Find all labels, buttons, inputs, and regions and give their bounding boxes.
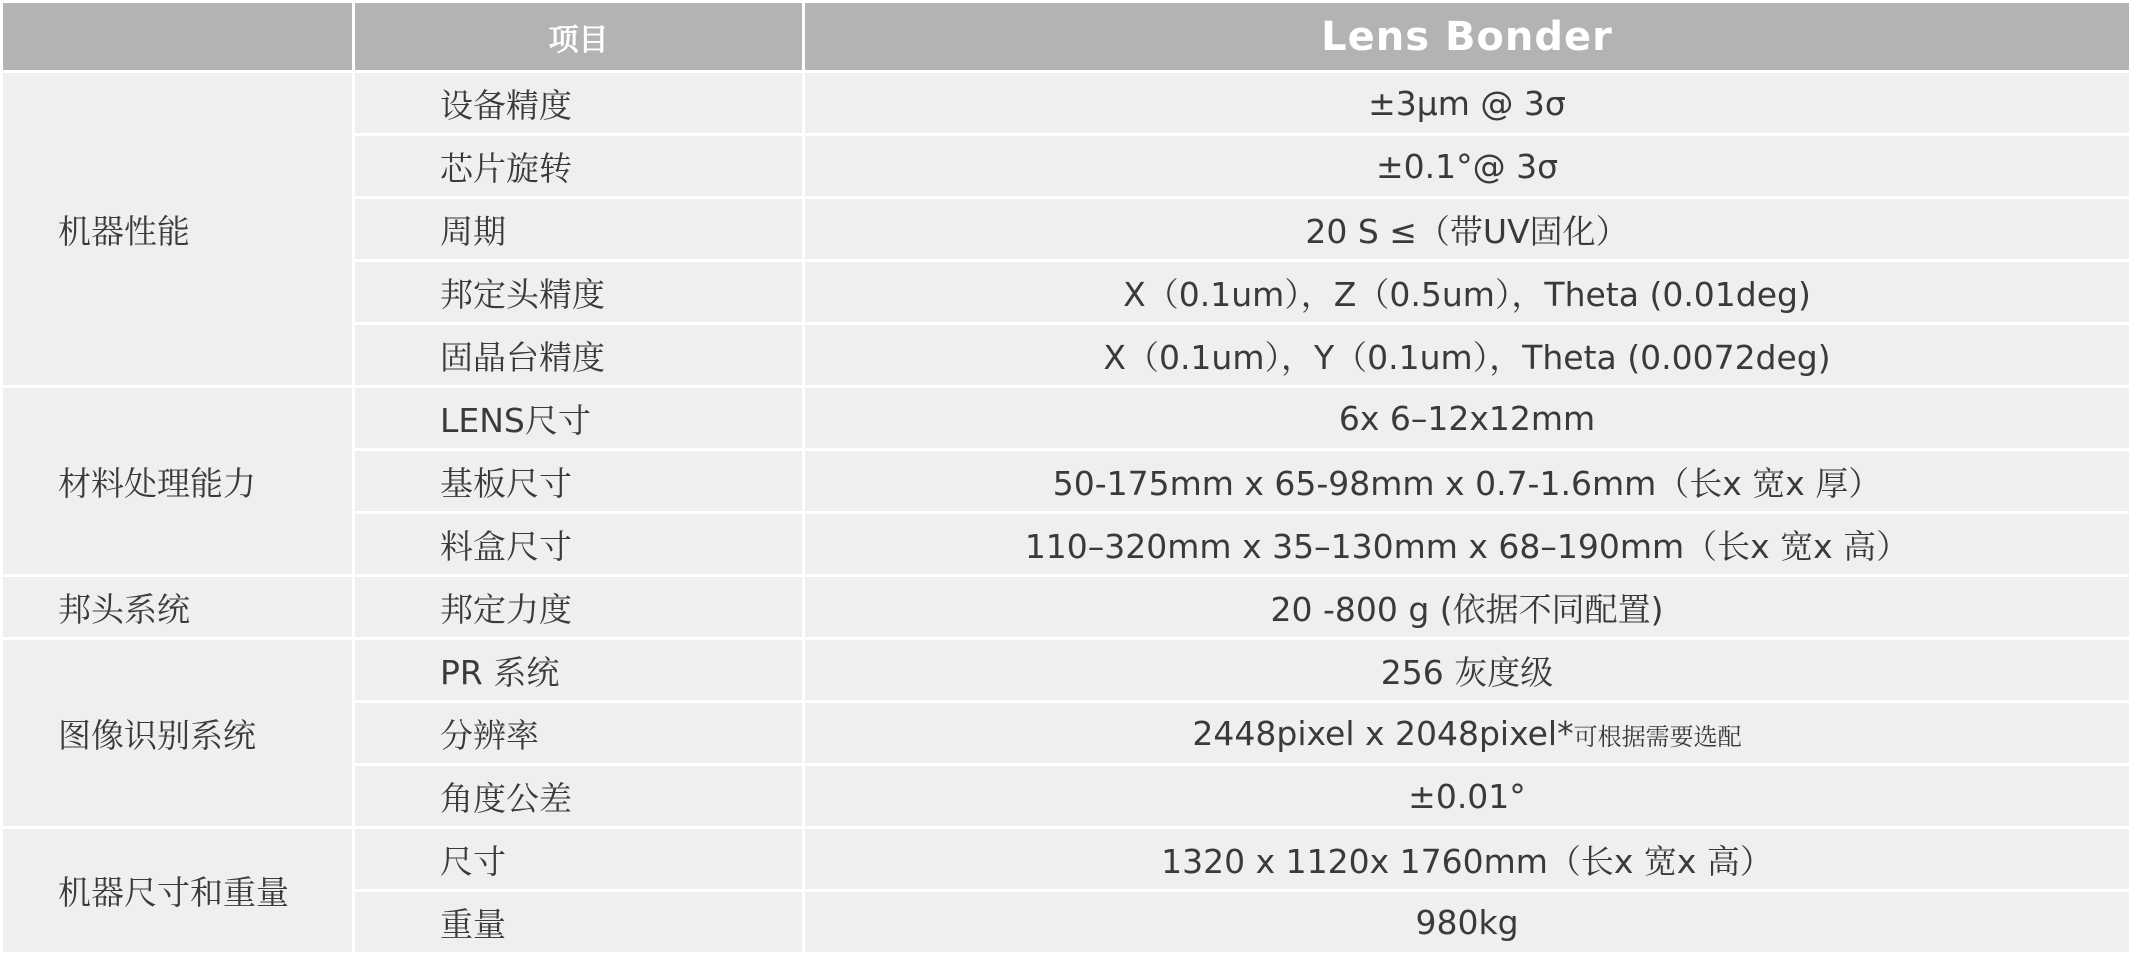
table-row: [2, 387, 2129, 450]
param-cell: 邦定头精度: [354, 261, 804, 324]
category-bond-head-system: 邦头系统: [2, 576, 354, 639]
header-category-cell: [2, 2, 354, 72]
resolution-note: 可根据需要选配: [1573, 722, 1742, 751]
param-cell: LENS尺寸: [354, 387, 804, 450]
value-cell: 110–320mm x 35–130mm x 68–190mm（长x 宽x 高）: [804, 513, 2129, 576]
category-material-handling: 材料处理能力: [2, 387, 354, 576]
resolution-value: 2448pixel x 2048pixel*: [1192, 713, 1574, 753]
table-row: [2, 828, 2129, 891]
value-cell: 50-175mm x 65-98mm x 0.7-1.6mm（长x 宽x 厚）: [804, 450, 2129, 513]
param-cell: 芯片旋转: [354, 135, 804, 198]
param-cell: PR 系统: [354, 639, 804, 702]
value-cell: ±0.1°@ 3σ: [804, 135, 2129, 198]
value-cell: X（0.1um），Z（0.5um），Theta (0.01deg): [804, 261, 2129, 324]
value-cell: X（0.1um），Y（0.1um），Theta (0.0072deg): [804, 324, 2129, 387]
value-cell: 20 -800 g (依据不同配置): [804, 576, 2129, 639]
param-cell: 料盒尺寸: [354, 513, 804, 576]
param-cell: 重量: [354, 891, 804, 954]
param-cell: 基板尺寸: [354, 450, 804, 513]
category-machine-performance: 机器性能: [2, 72, 354, 387]
param-cell: 分辨率: [354, 702, 804, 765]
value-cell: ±3μm @ 3σ: [804, 72, 2129, 135]
header-row: [2, 2, 2129, 72]
param-cell: 尺寸: [354, 828, 804, 891]
table-row: [2, 72, 2129, 135]
category-machine-size-weight: 机器尺寸和重量: [2, 828, 354, 954]
category-vision-system: 图像识别系统: [2, 639, 354, 828]
param-cell: 邦定力度: [354, 576, 804, 639]
header-model-cell: Lens Bonder: [804, 2, 2129, 72]
value-cell: 6x 6–12x12mm: [804, 387, 2129, 450]
value-cell: [804, 702, 2129, 765]
value-cell: 1320 x 1120x 1760mm（长x 宽x 高）: [804, 828, 2129, 891]
value-cell: ±0.01°: [804, 765, 2129, 828]
param-cell: 固晶台精度: [354, 324, 804, 387]
header-item-cell: 项目: [354, 2, 804, 72]
value-cell: 256 灰度级: [804, 639, 2129, 702]
param-cell: 角度公差: [354, 765, 804, 828]
table-row: [2, 639, 2129, 702]
value-cell: 20 S ≤（带UV固化）: [804, 198, 2129, 261]
param-cell: 周期: [354, 198, 804, 261]
value-cell: 980kg: [804, 891, 2129, 954]
table-row: [2, 576, 2129, 639]
param-cell: 设备精度: [354, 72, 804, 135]
